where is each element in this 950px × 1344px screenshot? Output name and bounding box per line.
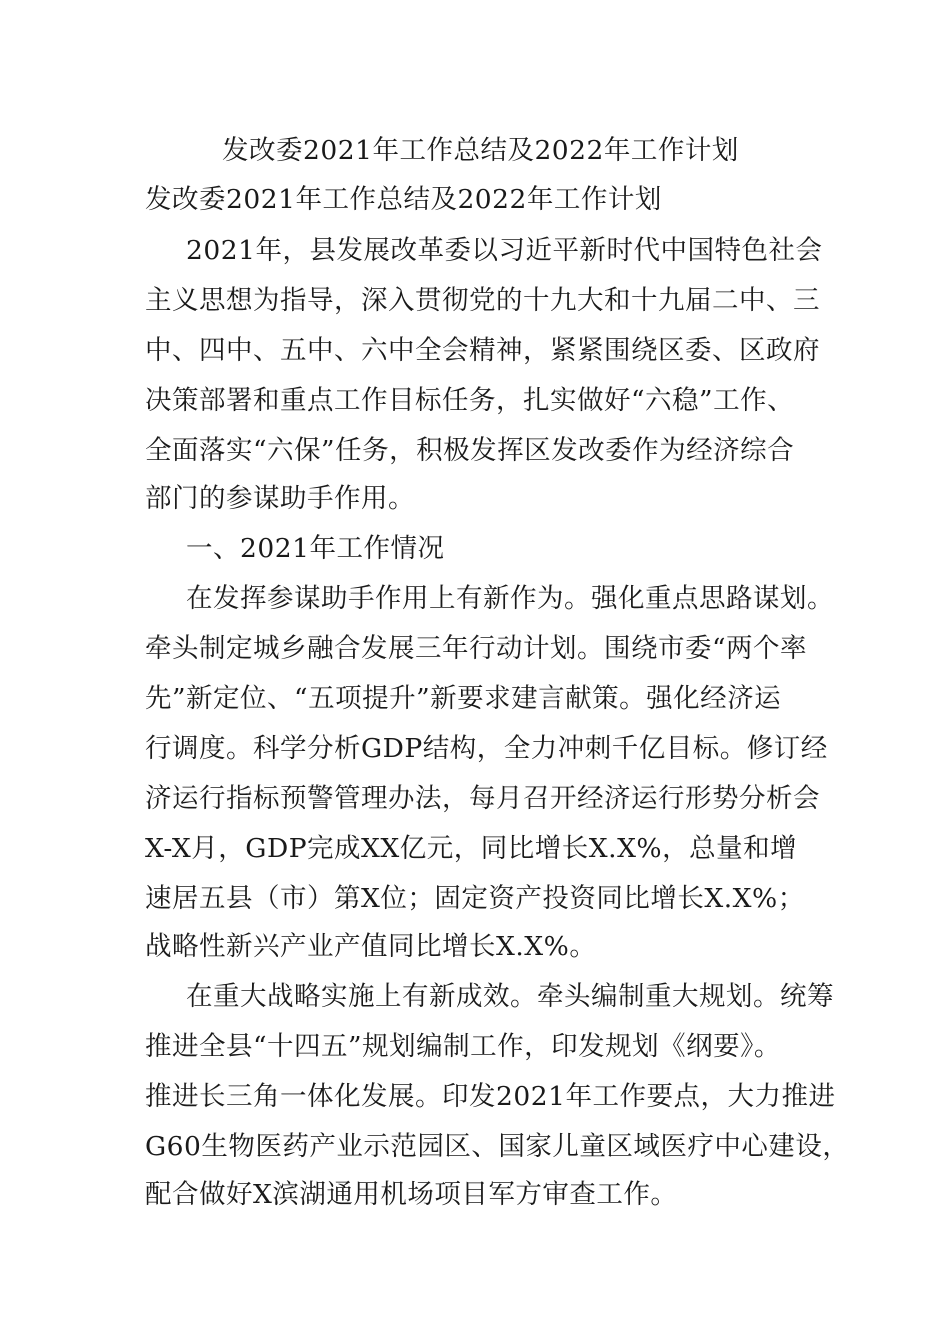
body-line: 配合做好X滨湖通用机场项目军方审查工作。 bbox=[145, 1179, 678, 1210]
body-line: G60生物医药产业示范园区、国家儿童区域医疗中心建设， bbox=[145, 1131, 850, 1162]
body-line: 主义思想为指导，深入贯彻党的十九大和十九届二中、三 bbox=[145, 285, 820, 316]
body-line: 在重大战略实施上有新成效。牵头编制重大规划。统筹 bbox=[186, 981, 834, 1012]
body-line: 速居五县（市）第X位；固定资产投资同比增长X.X%； bbox=[145, 883, 805, 914]
document-title: 发改委2021年工作总结及2022年工作计划 bbox=[222, 135, 739, 166]
body-line: 中、四中、五中、六中全会精神，紧紧围绕区委、区政府 bbox=[145, 335, 820, 366]
body-line: 推进长三角一体化发展。印发2021年工作要点，大力推进 bbox=[145, 1081, 836, 1112]
body-line: 牵头制定城乡融合发展三年行动计划。围绕市委“两个率 bbox=[145, 633, 808, 664]
body-line: 2021年，县发展改革委以习近平新时代中国特色社会 bbox=[186, 235, 823, 266]
body-line: X-X月，GDP完成XX亿元，同比增长X.X%，总量和增 bbox=[145, 833, 798, 864]
section-heading: 一、2021年工作情况 bbox=[186, 533, 445, 564]
body-line: 在发挥参谋助手作用上有新作为。强化重点思路谋划。 bbox=[186, 583, 834, 614]
body-line: 济运行指标预警管理办法，每月召开经济运行形势分析会 bbox=[145, 783, 820, 814]
body-line: 决策部署和重点工作目标任务，扎实做好“六稳”工作、 bbox=[145, 385, 795, 416]
body-line: 行调度。科学分析GDP结构，全力冲刺千亿目标。修订经 bbox=[145, 733, 828, 764]
body-line: 战略性新兴产业产值同比增长X.X%。 bbox=[145, 931, 597, 962]
body-line: 部门的参谋助手作用。 bbox=[145, 483, 415, 514]
document-subtitle: 发改委2021年工作总结及2022年工作计划 bbox=[145, 184, 662, 215]
body-line: 推进全县“十四五”规划编制工作，印发规划《纲要》。 bbox=[145, 1031, 781, 1062]
body-line: 先”新定位、“五项提升”新要求建言献策。强化经济运 bbox=[145, 683, 782, 714]
body-line: 全面落实“六保”任务，积极发挥区发改委作为经济综合 bbox=[145, 435, 795, 466]
